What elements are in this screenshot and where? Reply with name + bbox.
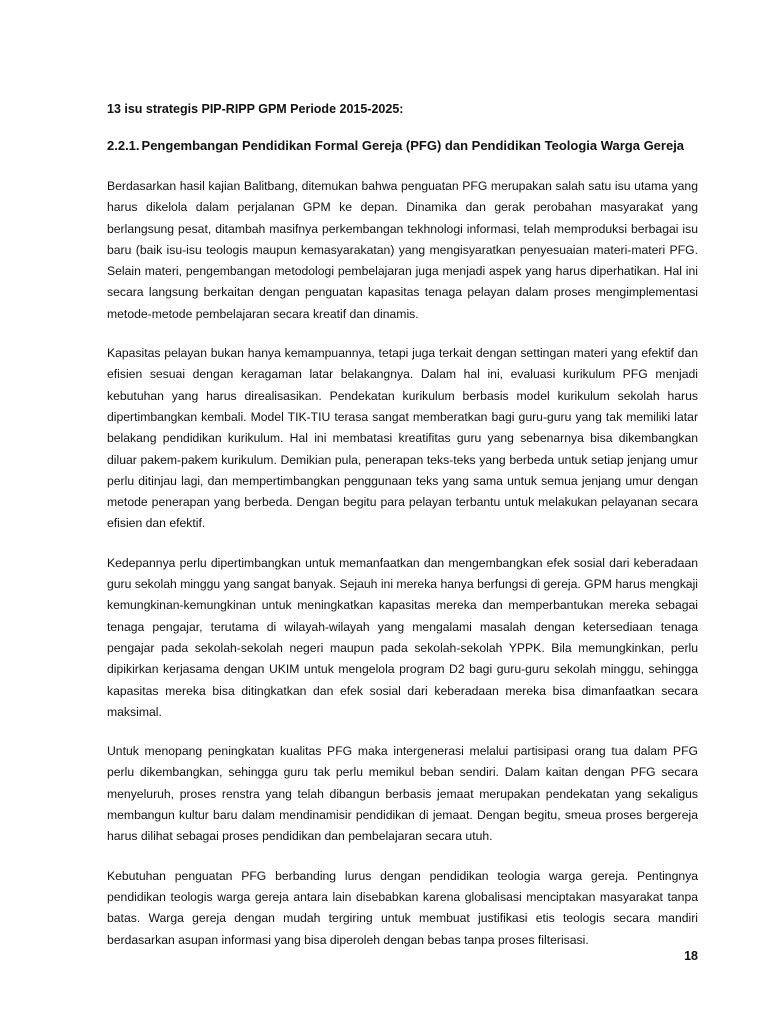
section-title: Pengembangan Pendidikan Formal Gereja (PFG) dan Pendidikan Teologia Warga Gereja <box>141 138 685 153</box>
document-title: 13 isu strategis PIP-RIPP GPM Periode 2015-2025: <box>107 102 404 116</box>
paragraph-5: Kebutuhan penguatan PFG berbanding lurus dengan pendidikan teologia warga gereja. Pentingnya pendidikan teologis warga gereja antara lain disebabkan karena globalisasi menciptakan masyarakat tanpa batas. Warga gereja dengan mudah tergiring untuk membuat justifikasi etis teologis secara mandiri berdasarkan asupan informasi yang bisa diperoleh dengan bebas tanpa proses filterisasi. <box>107 868 698 947</box>
paragraph-2: Kapasitas pelayan bukan hanya kemampuannya, tetapi juga terkait dengan settingan materi yang efektif dan efisien sesuai dengan keragaman latar belakangnya. Dalam hal ini, evaluasi kurikulum PFG menjadi kebutuhan yang harus direalisasikan. Pendekatan kurikulum berbasis model kurikulum sekolah harus dipertimbangkan kembali. Model TIK-TIU terasa sangat memberatkan bagi guru-guru yang tak memiliki latar belakang pendidikan kurikulum. Hal ini membatasi kreatifitas guru yang sebenarnya bisa dikembangkan diluar pakem-pakem kurikulum. Demikian pula, penerapan teks-teks yang berbeda untuk setiap jenjang umur perlu ditinjau lagi, dan mempertimbangkan penggunaan teks yang sama untuk semua jenjang umur dengan metode penerapan yang berbeda. Dengan begitu para pelayan terbantu untuk melakukan pelayanan secara efisien dan efektif. <box>107 346 698 531</box>
section-number: 2.2.1. <box>107 138 140 153</box>
paragraph-1: Berdasarkan hasil kajian Balitbang, ditemukan bahwa penguatan PFG merupakan salah satu isu utama yang harus dikelola dalam perjalanan GPM ke depan. Dinamika dan gerak perobahan masyarakat yang berlangsung pesat, ditambah masifnya perkembangan tekhnologi informasi, telah memproduksi berbagai isu baru (baik isu-isu teologis maupun kemasyarakatan) yang mengisyaratkan penyesuaian materi-materi PFG. Selain materi, pengembangan metodologi pembelajaran juga menjadi aspek yang harus diperhatikan. Hal ini secara langsung berkaitan dengan penguatan kapasitas tenaga pelayan dalam proses mengimplementasi metode-metode pembelajaran secara kreatif dan dinamis. <box>107 179 698 321</box>
page-number: 18 <box>684 949 698 963</box>
section-heading <box>107 136 698 156</box>
paragraph-3: Kedepannya perlu dipertimbangkan untuk memanfaatkan dan mengembangkan efek sosial dari keberadaan guru sekolah minggu yang sangat banyak. Sejauh ini mereka hanya berfungsi di gereja. GPM harus mengkaji kemungkinan-kemungkinan untuk meningkatkan kapasitas mereka dan memperbantukan mereka sebagai tenaga pengajar, terutama di wilayah-wilayah yang mengalami masalah dengan ketersediaan tenaga pengajar pada sekolah-sekolah negeri maupun pada sekolah-sekolah YPPK. Bila memungkinkan, perlu dipikirkan kerjasama dengan UKIM untuk mengelola program D2 bagi guru-guru sekolah minggu, sehingga kapasitas mereka bisa ditingkatkan dan efek sosial dari keberadaan mereka bisa dimanfaatkan secara maksimal. <box>107 555 698 719</box>
document-content <box>107 100 698 951</box>
paragraph-4: Untuk menopang peningkatan kualitas PFG maka intergenerasi melalui partisipasi orang tua dalam PFG perlu dikembangkan, sehingga guru tak perlu memikul beban sendiri. Dalam kaitan dengan PFG secara menyeluruh, proses renstra yang telah dibangun berbasis jemaat merupakan pendekatan yang sekaligus membangun kultur baru dalam mendinamisir pendidikan di jemaat. Dengan begitu, smeua proses bergereja harus dilihat sebagai proses pendidikan dan pembelajaran secara utuh. <box>107 744 698 844</box>
